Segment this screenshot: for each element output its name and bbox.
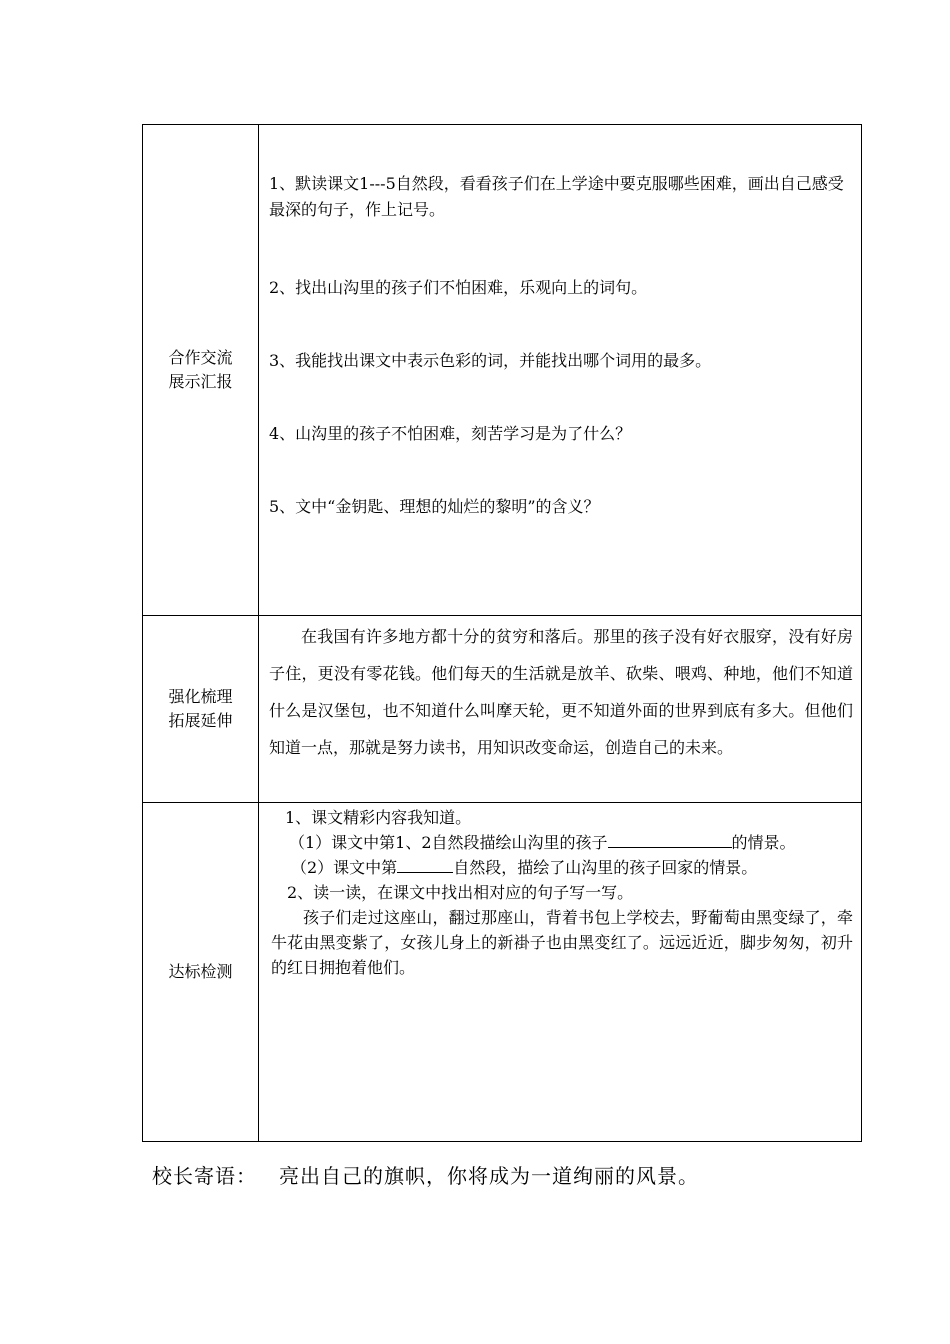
table-row bbox=[143, 802, 862, 1141]
row-label-line: 拓展延伸 bbox=[168, 711, 233, 731]
question-item: 5、文中“金钥匙、理想的灿烂的黎明”的含义？ bbox=[269, 497, 600, 516]
extension-paragraph: 在我国有许多地方都十分的贫穷和落后。那里的孩子没有好衣服穿，没有好房子住，更没有零花钱。他们每天的生活就是放羊、砍柴、喂鸡、种地，他们不知道什么是汉堡包，也不知道什么叫摩天轮，更不知道外面的世界到底有多大。但他们知道一点，那就是努力读书，用知识改变命运，创造自己的未来。 bbox=[269, 627, 853, 758]
reading-passage: 孩子们走过这座山，翻过那座山，背着书包上学校去，野葡萄由黑变绿了，牵牛花由黑变紫了，女孩儿身上的新褂子也由黑变红了。远远近近，脚步匆匆，初升的红日拥抱着他们。 bbox=[271, 907, 853, 977]
assessment-subitem bbox=[271, 855, 853, 880]
fill-blank[interactable] bbox=[397, 855, 453, 873]
assessment-subitem bbox=[271, 830, 853, 855]
row-content-cell bbox=[259, 125, 862, 616]
lesson-table bbox=[142, 124, 862, 1142]
principal-message bbox=[152, 1162, 699, 1190]
question-item: 2、找出山沟里的孩子们不怕困难，乐观向上的词句。 bbox=[269, 278, 648, 297]
assessment-block bbox=[259, 803, 861, 980]
assessment-item: 1、课文精彩内容我知道。 bbox=[285, 807, 472, 827]
subitem-text: 自然段，描绘了山沟里的孩子回家的情景。 bbox=[453, 857, 758, 877]
table-row bbox=[143, 125, 862, 616]
row-label-cell bbox=[143, 802, 259, 1141]
row-label-line: 达标检测 bbox=[168, 961, 233, 981]
question-item: 3、我能找出课文中表示色彩的词，并能找出哪个词用的最多。 bbox=[269, 351, 712, 370]
row-content-cell bbox=[259, 802, 862, 1141]
question-item: 1、默读课文1---5自然段，看看孩子们在上学途中要克服哪些困难，画出自己感受最深的句子，作上记号。 bbox=[269, 174, 844, 219]
row-label-cell bbox=[143, 125, 259, 616]
row-content-cell bbox=[259, 616, 862, 802]
row-label-line: 合作交流 bbox=[168, 348, 233, 368]
row-label-line: 展示汇报 bbox=[168, 372, 233, 392]
subitem-text: （2）课文中第 bbox=[291, 857, 398, 877]
question-item: 4、山沟里的孩子不怕困难，刻苦学习是为了什么？ bbox=[269, 424, 632, 443]
row-label-cell bbox=[143, 616, 259, 802]
fill-blank[interactable] bbox=[608, 830, 732, 848]
question-list bbox=[259, 125, 861, 520]
subitem-text: 的情景。 bbox=[731, 832, 796, 852]
assessment-item: 2、读一读，在课文中找出相对应的句子写一写。 bbox=[287, 882, 634, 902]
table-row bbox=[143, 616, 862, 802]
principal-message-text: 亮出自己的旗帜，你将成为一道绚丽的风景。 bbox=[279, 1164, 699, 1188]
row-label-line: 强化梳理 bbox=[168, 687, 233, 707]
subitem-text: （1）课文中第1、2自然段描绘山沟里的孩子 bbox=[289, 832, 608, 852]
principal-message-label: 校长寄语： bbox=[152, 1164, 257, 1188]
